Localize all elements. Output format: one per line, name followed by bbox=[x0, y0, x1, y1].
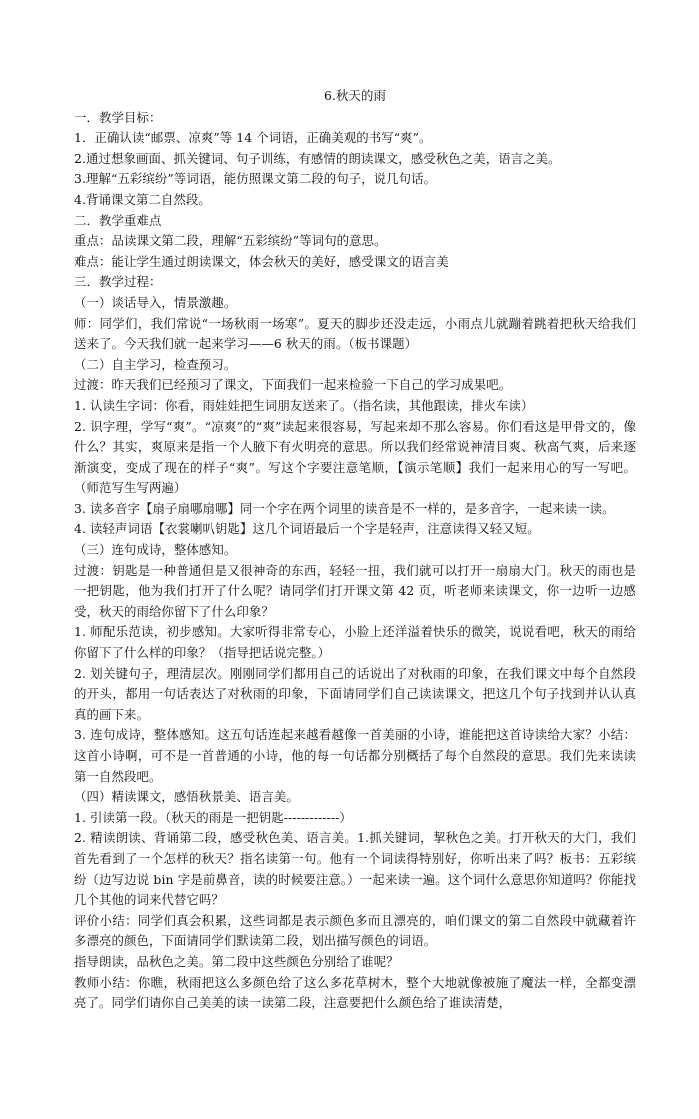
paragraph-item-2: 2. 识字理，学写“爽”。“凉爽”的“爽”读起来很容易，写起来却不那么容易。你们看这是甲骨文的，像什么？其实，爽原来是指一个人腋下有火明亮的意思。所以我们经常说神清目爽、秋高气爽，后来逐渐演变，变成了现在的样子“爽”。写这个字要注意笔顺，【演示笔顺】我们一起来用心的写一写吧。（师范写生写两遍） bbox=[74, 418, 636, 496]
paragraph-item-8: 1. 引读第一段。（秋天的雨是一把钥匙-------------） bbox=[74, 809, 352, 825]
step-heading-2: （二）自主学习，检查预习。 bbox=[74, 356, 237, 372]
paragraph-item-6: 2. 划关键句子，理清层次。刚刚同学们都用自己的话说出了对秋雨的印象，在我们课文中每个自然段的开头，都用一句话表达了对秋雨的印象，下面请同学们自己读读课文，把这几个句子找到并认认真真的画下来。 bbox=[74, 665, 636, 722]
goal-item-3: 3.理解“五彩缤纷”等词语，能仿照课文第二段的句子，说几句话。 bbox=[74, 171, 437, 187]
section-heading-goals: 一．教学目标： bbox=[74, 109, 162, 125]
paragraph-intro: 师：同学们，我们常说“一场秋雨一场寒”。夏天的脚步还没走远，小雨点儿就蹦着跳着把秋天给我们送来了。今天我们就一起来学习——6 秋天的雨。（板书课题） bbox=[74, 315, 636, 352]
paragraph-item-9: 2. 精读朗读、背诵第二段，感受秋色美、语言美。1.抓关键词，挈秋色之美。打开秋天的大门，我们首先看到了一个怎样的秋天？指名读第一句。他有一个词读得特别好，你听出来了吗？板书：五彩缤纷（边写边说 bin 字是前鼻音，读的时候要注意。）一起来读一遍。这个词什么意思你知道吗？你能找几个其他的词来代替它吗？ bbox=[74, 830, 636, 908]
goal-item-1: 1．正确认读“邮票、凉爽”等 14 个词语，正确美观的书写“爽”。 bbox=[74, 130, 432, 146]
lesson-plan-document bbox=[74, 86, 636, 1014]
step-heading-3: （三）连句成诗，整体感知。 bbox=[74, 542, 237, 558]
paragraph-guided-reading: 指导朗读，品秋色之美。第二段中这些颜色分别给了谁呢？ bbox=[74, 953, 399, 969]
paragraph-item-3: 3. 读多音字【扇子扇哪扇哪】同一个字在两个词里的读音是不一样的，是多音字，一起来读一读。 bbox=[74, 500, 615, 516]
paragraph-item-1: 1. 认读生字词：你看，雨娃娃把生词朋友送来了。（指名读，其他跟读，排火车读） bbox=[74, 397, 534, 413]
paragraph-item-7: 3. 连句成诗，整体感知。这五句话连起来越看越像一首美丽的小诗，谁能把这首诗读给大家？小结：这首小诗啊，可不是一首普通的小诗，他的每一句话都分别概括了每个自然段的意思。我们先来读读第一自然段吧。 bbox=[74, 727, 636, 784]
document-title: 6.秋天的雨 bbox=[324, 88, 386, 103]
goal-item-4: 4.背诵课文第二自然段。 bbox=[74, 191, 211, 207]
paragraph-teacher-summary: 教师小结：你瞧，秋雨把这么多颜色给了这么多花草树木，整个大地就像被施了魔法一样，全都变漂亮了。同学们请你自己美美的读一读第二段，注意要把什么颜色给了谁读清楚， bbox=[74, 974, 636, 1011]
paragraph-evaluation: 评价小结：同学们真会积累，这些词都是表示颜色多而且漂亮的，咱们课文的第二自然段中就藏着许多漂亮的颜色，下面请同学们默读第二段，划出描写颜色的词语。 bbox=[74, 912, 636, 949]
section-heading-process: 三．教学过程： bbox=[74, 274, 162, 290]
key-point: 重点：品读课文第二段，理解“五彩缤纷”等词句的意思。 bbox=[74, 233, 387, 249]
goal-item-2: 2.通过想象画面、抓关键词、句子训练，有感情的朗读课文，感受秋色之美，语言之美。 bbox=[74, 150, 561, 166]
step-heading-4: （四）精读课文，感悟秋景美、语言美。 bbox=[74, 789, 299, 805]
paragraph-transition-2: 过渡：钥匙是一种普通但是又很神奇的东西，轻轻一扭，我们就可以打开一扇扇大门。秋天的雨也是一把钥匙，他为我们打开了什么呢？请同学们打开课文第 42 页，听老师来读课文，你一边听一边感受，秋天的雨给你留下了什么印象？ bbox=[74, 562, 636, 619]
difficult-point: 难点：能让学生通过朗读课文，体会秋天的美好，感受课文的语言美 bbox=[74, 253, 449, 269]
step-heading-1: （一）谈话导入，情景激趣。 bbox=[74, 294, 237, 310]
section-heading-key-points: 二．教学重难点 bbox=[74, 212, 162, 228]
paragraph-item-4: 4. 读轻声词语【衣裳喇叭钥匙】这几个词语最后一个字是轻声，注意读得又轻又短。 bbox=[74, 521, 540, 537]
paragraph-transition-1: 过渡：昨天我们已经预习了课文，下面我们一起来检验一下自己的学习成果吧。 bbox=[74, 377, 512, 393]
paragraph-item-5: 1. 师配乐范读，初步感知。大家听得非常专心，小脸上还洋溢着快乐的微笑，说说看吧，秋天的雨给你留下了什么样的印象？（指导把话说完整。） bbox=[74, 624, 636, 661]
